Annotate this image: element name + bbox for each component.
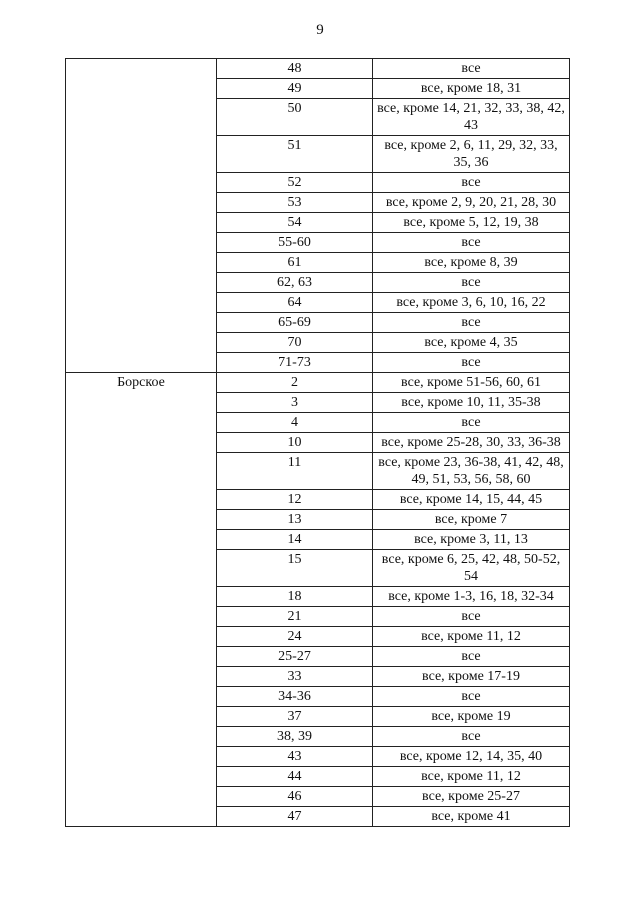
quarter-number-cell: 34-36 <box>217 687 373 707</box>
quarter-number-cell: 64 <box>217 293 373 313</box>
section-rule-cell: все, кроме 51-56, 60, 61 <box>373 373 570 393</box>
section-rule-cell: все, кроме 2, 6, 11, 29, 32, 33, 35, 36 <box>373 136 570 173</box>
section-rule-cell: все, кроме 4, 35 <box>373 333 570 353</box>
section-rule-cell: все, кроме 11, 12 <box>373 767 570 787</box>
section-rule-cell: все <box>373 647 570 667</box>
section-rule-cell: все, кроме 19 <box>373 707 570 727</box>
section-rule-cell: все, кроме 3, 11, 13 <box>373 530 570 550</box>
quarter-number-cell: 44 <box>217 767 373 787</box>
quarter-number-cell: 37 <box>217 707 373 727</box>
section-rule-cell: все, кроме 5, 12, 19, 38 <box>373 213 570 233</box>
quarter-number-cell: 61 <box>217 253 373 273</box>
quarter-number-cell: 62, 63 <box>217 273 373 293</box>
section-rule-cell: все, кроме 1-3, 16, 18, 32-34 <box>373 587 570 607</box>
section-rule-cell: все, кроме 10, 11, 35-38 <box>373 393 570 413</box>
section-rule-cell: все, кроме 14, 21, 32, 33, 38, 42, 43 <box>373 99 570 136</box>
section-rule-cell: все <box>373 233 570 253</box>
quarter-number-cell: 10 <box>217 433 373 453</box>
quarter-number-cell: 51 <box>217 136 373 173</box>
table-body <box>66 59 570 827</box>
section-rule-cell: все, кроме 17-19 <box>373 667 570 687</box>
section-rule-cell: все <box>373 273 570 293</box>
section-rule-cell: все, кроме 3, 6, 10, 16, 22 <box>373 293 570 313</box>
section-rule-cell: все, кроме 8, 39 <box>373 253 570 273</box>
quarter-number-cell: 18 <box>217 587 373 607</box>
quarter-number-cell: 11 <box>217 453 373 490</box>
section-rule-cell: все, кроме 12, 14, 35, 40 <box>373 747 570 767</box>
section-rule-cell: все, кроме 25-27 <box>373 787 570 807</box>
quarter-number-cell: 24 <box>217 627 373 647</box>
quarter-number-cell: 12 <box>217 490 373 510</box>
section-rule-cell: все <box>373 727 570 747</box>
quarter-number-cell: 2 <box>217 373 373 393</box>
quarter-number-cell: 70 <box>217 333 373 353</box>
section-rule-cell: все, кроме 2, 9, 20, 21, 28, 30 <box>373 193 570 213</box>
quarter-number-cell: 65-69 <box>217 313 373 333</box>
quarter-number-cell: 4 <box>217 413 373 433</box>
quarter-number-cell: 46 <box>217 787 373 807</box>
section-rule-cell: все, кроме 25-28, 30, 33, 36-38 <box>373 433 570 453</box>
section-rule-cell: все, кроме 6, 25, 42, 48, 50-52, 54 <box>373 550 570 587</box>
quarter-number-cell: 14 <box>217 530 373 550</box>
section-rule-cell: все <box>373 607 570 627</box>
section-rule-cell: все <box>373 313 570 333</box>
quarter-number-cell: 50 <box>217 99 373 136</box>
section-rule-cell: все, кроме 18, 31 <box>373 79 570 99</box>
quarter-number-cell: 21 <box>217 607 373 627</box>
section-rule-cell: все, кроме 11, 12 <box>373 627 570 647</box>
section-rule-cell: все, кроме 14, 15, 44, 45 <box>373 490 570 510</box>
table-row <box>66 59 570 79</box>
quarter-number-cell: 48 <box>217 59 373 79</box>
quarter-number-cell: 43 <box>217 747 373 767</box>
page-number: 9 <box>316 22 324 38</box>
section-rule-cell: все, кроме 7 <box>373 510 570 530</box>
quarter-number-cell: 49 <box>217 79 373 99</box>
section-rule-cell: все <box>373 353 570 373</box>
quarter-number-cell: 33 <box>217 667 373 687</box>
section-rule-cell: все, кроме 23, 36-38, 41, 42, 48, 49, 51, 53, 56, 58, 60 <box>373 453 570 490</box>
quarter-number-cell: 54 <box>217 213 373 233</box>
quarter-number-cell: 13 <box>217 510 373 530</box>
section-rule-cell: все <box>373 413 570 433</box>
section-rule-cell: все <box>373 687 570 707</box>
district-cell <box>66 59 217 373</box>
allocation-table <box>65 58 570 827</box>
quarter-number-cell: 53 <box>217 193 373 213</box>
quarter-number-cell: 47 <box>217 807 373 827</box>
section-rule-cell: все, кроме 41 <box>373 807 570 827</box>
quarter-number-cell: 15 <box>217 550 373 587</box>
quarter-number-cell: 55-60 <box>217 233 373 253</box>
quarter-number-cell: 3 <box>217 393 373 413</box>
quarter-number-cell: 38, 39 <box>217 727 373 747</box>
section-rule-cell: все <box>373 173 570 193</box>
quarter-number-cell: 71-73 <box>217 353 373 373</box>
table-row <box>66 373 570 393</box>
section-rule-cell: все <box>373 59 570 79</box>
quarter-number-cell: 25-27 <box>217 647 373 667</box>
district-cell: Борское <box>66 373 217 827</box>
quarter-number-cell: 52 <box>217 173 373 193</box>
